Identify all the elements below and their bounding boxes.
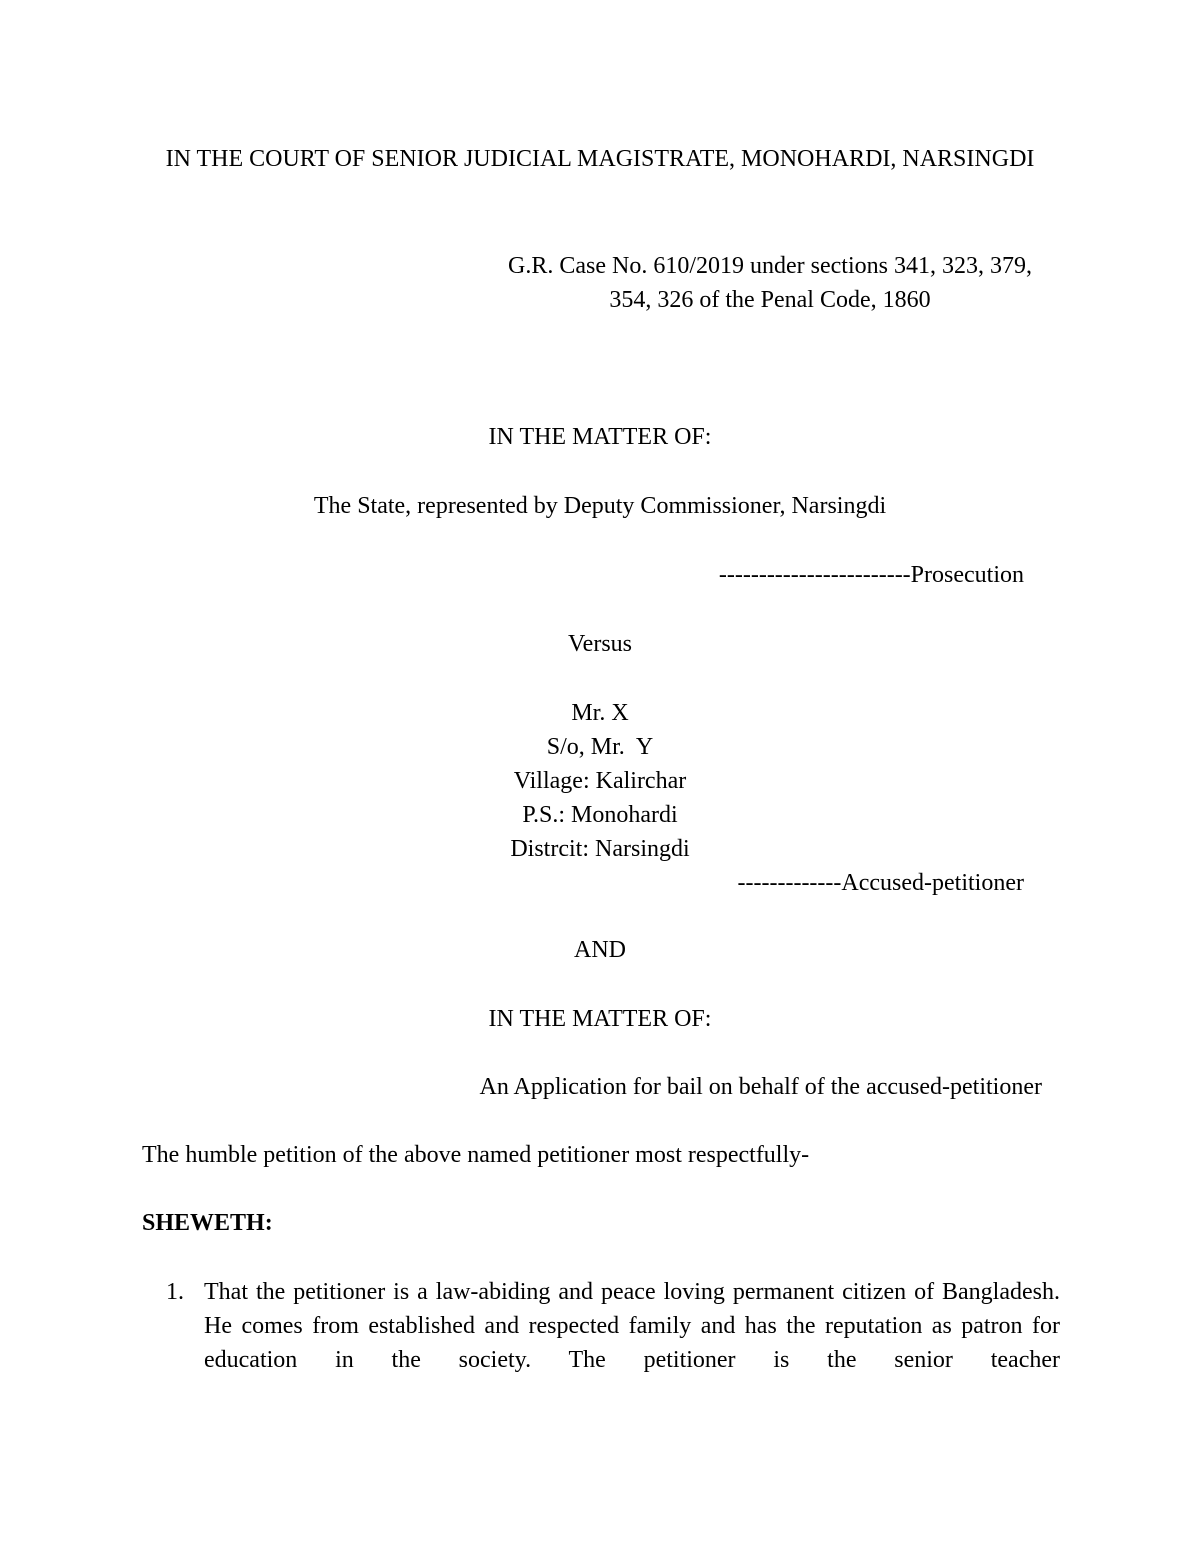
list-item <box>142 1275 1060 1377</box>
petition-intro: The humble petition of the above named petitioner most respectfully- <box>142 1142 810 1168</box>
case-reference-line-2: 354, 326 of the Penal Code, 1860 <box>609 287 931 313</box>
accused-address-block <box>0 696 1200 866</box>
court-title: IN THE COURT OF SENIOR JUDICIAL MAGISTRATE, MONOHARDI, NARSINGDI <box>165 146 1035 172</box>
accused-petitioner-label: -------------Accused-petitioner <box>737 870 1024 896</box>
versus-label: Versus <box>568 631 632 657</box>
accused-police-station: P.S.: Monohardi <box>522 802 678 828</box>
accused-name: Mr. X <box>571 700 629 726</box>
application-title: An Application for bail on behalf of the accused-petitioner <box>479 1074 1042 1100</box>
matter-heading-2: IN THE MATTER OF: <box>488 1006 712 1032</box>
prosecution-party: The State, represented by Deputy Commissioner, Narsingdi <box>313 493 887 519</box>
prosecution-label: ------------------------Prosecution <box>718 562 1024 588</box>
sheweth-heading: SHEWETH: <box>142 1210 273 1236</box>
petition-paragraphs <box>142 1275 1060 1377</box>
paragraph-text: That the petitioner is a law-abiding and peace loving permanent citizen of Bangladesh. He comes from established and respected family and has the reputation as patron for education in the society. The petitioner is the senior teacher <box>204 1279 1060 1373</box>
case-reference-line-1: G.R. Case No. 610/2019 under sections 341, 323, 379, <box>508 253 1032 279</box>
accused-district: Distrcit: Narsingdi <box>510 836 690 862</box>
accused-village: Village: Kalirchar <box>513 768 687 794</box>
matter-heading-1: IN THE MATTER OF: <box>488 424 712 450</box>
and-label: AND <box>574 937 626 963</box>
paragraph-number: 1. <box>166 1279 184 1305</box>
accused-parent: S/o, Mr. Y <box>546 734 654 760</box>
case-reference <box>440 249 1100 317</box>
